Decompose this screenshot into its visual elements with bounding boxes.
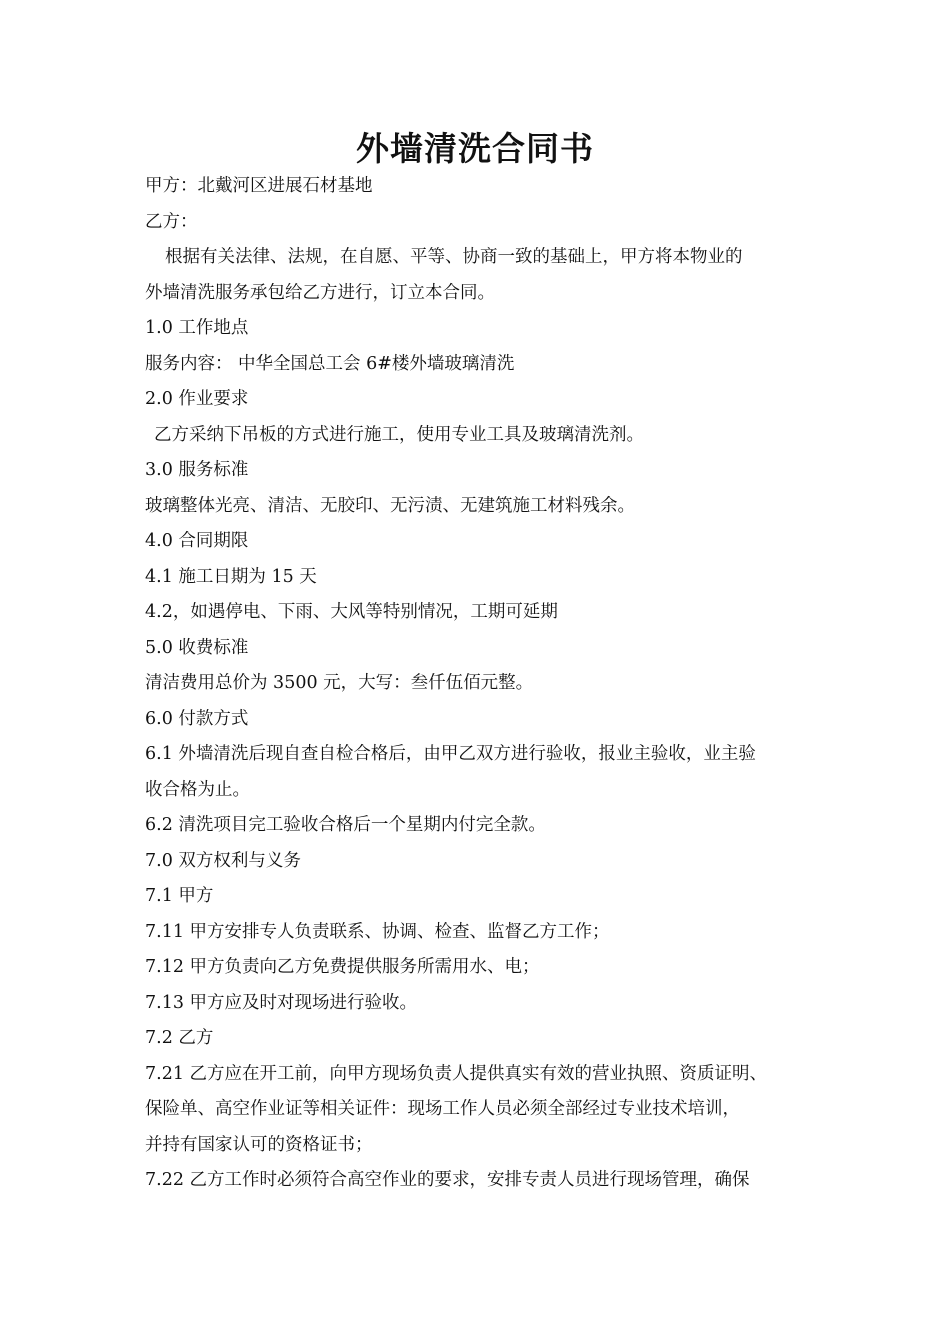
clause-7-11: 7.11 甲方安排专人负责联系、协调、检查、监督乙方工作； bbox=[145, 921, 610, 942]
clause-6-1-line-1: 6.1 外墙清洗后现自查自检合格后，由甲乙双方进行验收，报业主验收，业主验 bbox=[145, 744, 756, 764]
document-body bbox=[145, 169, 825, 1199]
clause-7-13: 7.13 甲方应及时对现场进行验收。 bbox=[145, 992, 418, 1013]
party-a-line: 甲方：北戴河区进展石材基地 bbox=[145, 176, 373, 196]
document-title: 外墙清洗合同书 bbox=[356, 129, 594, 168]
section-heading-1: 1.0 工作地点 bbox=[145, 318, 249, 338]
section-heading-5: 5.0 收费标准 bbox=[145, 637, 249, 658]
service-content-line: 服务内容： 中华全国总工会 6#楼外墙玻璃清洗 bbox=[145, 353, 515, 374]
clause-7-1: 7.1 甲方 bbox=[145, 886, 214, 906]
section-heading-2: 2.0 作业要求 bbox=[145, 389, 249, 409]
section-heading-4: 4.0 合同期限 bbox=[145, 531, 249, 551]
clause-6-1-line-2: 收合格为止。 bbox=[145, 779, 250, 800]
clause-4-2: 4.2，如遇停电、下雨、大风等特别情况，工期可延期 bbox=[145, 602, 558, 622]
section-heading-7: 7.0 双方权利与义务 bbox=[145, 850, 301, 871]
service-standard-line: 玻璃整体光亮、清洁、无胶印、无污渍、无建筑施工材料残余。 bbox=[145, 495, 635, 516]
section-heading-3: 3.0 服务标准 bbox=[145, 460, 249, 480]
clause-7-21-line-1: 7.21 乙方应在开工前，向甲方现场负责人提供真实有效的营业执照、资质证明、 bbox=[145, 1063, 768, 1084]
clause-7-22-line-1: 7.22 乙方工作时必须符合高空作业的要求，安排专责人员进行现场管理，确保 bbox=[145, 1170, 750, 1190]
preamble-line-2: 外墙清洗服务承包给乙方进行，订立本合同。 bbox=[145, 282, 495, 303]
clause-7-21-line-2: 保险单、高空作业证等相关证件：现场工作人员必须全部经过专业技术培训， bbox=[145, 1099, 740, 1119]
party-b-line: 乙方： bbox=[145, 211, 198, 232]
fee-line: 清洁费用总价为 3500 元，大写：叁仟伍佰元整。 bbox=[145, 673, 534, 693]
clause-4-1: 4.1 施工日期为 15 天 bbox=[145, 566, 317, 587]
clause-7-2: 7.2 乙方 bbox=[145, 1028, 214, 1048]
section-heading-6: 6.0 付款方式 bbox=[145, 708, 249, 729]
work-requirement-line: 乙方采纳下吊板的方式进行施工，使用专业工具及玻璃清洗剂。 bbox=[154, 424, 644, 445]
clause-6-2: 6.2 清洗项目完工验收合格后一个星期内付完全款。 bbox=[145, 815, 546, 835]
clause-7-21-line-3: 并持有国家认可的资格证书； bbox=[145, 1134, 373, 1155]
clause-7-12: 7.12 甲方负责向乙方免费提供服务所需用水、电； bbox=[145, 957, 540, 977]
preamble-line-1: 根据有关法律、法规，在自愿、平等、协商一致的基础上，甲方将本物业的 bbox=[165, 247, 743, 267]
